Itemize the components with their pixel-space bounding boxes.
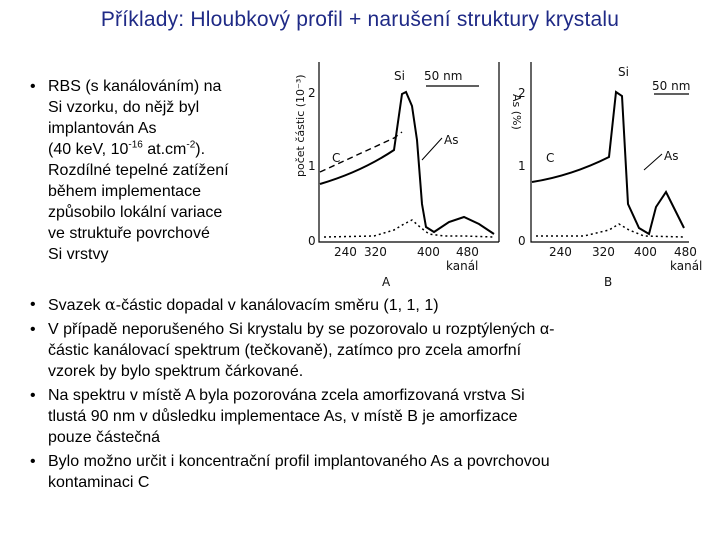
panel-b-xtick-240: 240 xyxy=(549,245,572,259)
panel-b-label: B xyxy=(604,275,613,289)
bullet-undisturbed-line-2: částic kanálovací spektrum (tečkovaně), zatímco pro zcela amorfní xyxy=(48,342,522,359)
bullet-rbs-line-4: Rozdílné tepelné zatížení xyxy=(48,162,229,179)
bullet-spectrum-a-line-2: tlustá 90 nm v důsledku implementace As, v místě B je amorfizace xyxy=(48,408,518,425)
bullet-spectrum-a-line-3: pouze částečná xyxy=(48,429,161,446)
panel-a-ytick-0: 0 xyxy=(308,234,316,248)
panel-b-as-arrow xyxy=(644,154,662,170)
rbs-spectra-figure xyxy=(284,52,704,292)
slide-title: Příklady: Hloubkový profil + narušení struktury krystalu xyxy=(100,8,620,31)
bullet-spectrum-a-line-1: • Na spektru v místě A byla pozorována zcela amorfizovaná vrstva Si xyxy=(48,387,525,404)
bullet-alpha-beam xyxy=(30,294,700,316)
panel-a-xtick-480: 480 xyxy=(456,245,479,259)
panel-a-si-label: Si xyxy=(394,69,405,83)
panel-b-x-axis-label: kanál xyxy=(670,259,703,273)
bullet-list-top xyxy=(30,76,300,268)
alpha-symbol: α xyxy=(104,295,116,314)
bullet-undisturbed-line-1: • V případě neporušeného Si krystalu by se pozorovalo u rozptýlených α- xyxy=(48,321,555,338)
panel-b-dotted-spectrum xyxy=(536,224,684,237)
energy-post: ). xyxy=(195,141,206,158)
panel-a-axes xyxy=(319,62,499,242)
panel-a-y-axis-label: počet částic (10⁻³) xyxy=(294,74,307,177)
alpha-beam-pre: Svazek xyxy=(48,297,105,314)
panel-a-scale-label: 50 nm xyxy=(424,69,463,83)
bullet-list-bottom xyxy=(30,294,700,496)
panel-a-x-axis-label: kanál xyxy=(446,259,479,273)
panel-a-as-arrow xyxy=(422,138,442,160)
panel-a-as-label: As xyxy=(444,133,459,147)
energy-exp2: -2 xyxy=(186,139,196,151)
panel-a-label: A xyxy=(382,275,391,289)
panel-a-xtick-240: 240 xyxy=(334,245,357,259)
alpha-beam-post: -částic dopadal v kanálovacím směru (1, 1, 1) xyxy=(115,297,439,314)
panel-a-c-label: C xyxy=(332,151,341,165)
rbs-spectra-svg xyxy=(284,52,704,292)
bullet-as-profile xyxy=(30,451,700,493)
panel-b-as-label: As xyxy=(664,149,679,163)
energy-exp1: -16 xyxy=(128,139,143,151)
bullet-as-profile-line-2: kontaminaci C xyxy=(48,474,150,491)
panel-b-xtick-320: 320 xyxy=(592,245,615,259)
bullet-undisturbed-line-3: vzorek by bylo spektrum čárkované. xyxy=(48,363,304,380)
bullet-rbs-line-6: způsobilo lokální variace xyxy=(48,204,223,221)
bullet-rbs-line-5: během implementace xyxy=(48,183,201,200)
panel-a-xtick-320: 320 xyxy=(364,245,387,259)
bullet-rbs-line-1: • RBS (s kanálováním) na xyxy=(48,78,222,95)
bullet-rbs-line-2: Si vzorku, do nějž byl xyxy=(48,99,200,116)
bullet-rbs-line-7: ve struktuře povrchové xyxy=(48,225,210,242)
bullet-rbs xyxy=(30,76,300,265)
panel-a-dotted-spectrum xyxy=(324,220,494,237)
panel-a-ytick-1: 1 xyxy=(308,159,316,173)
bullet-rbs-line-3: implantován As xyxy=(48,120,157,137)
bullet-undisturbed-crystal xyxy=(30,319,700,382)
panel-b-spectrum xyxy=(532,92,684,234)
bullet-rbs-energy xyxy=(48,139,300,160)
panel-b-xtick-480: 480 xyxy=(674,245,697,259)
panel-a-spectrum xyxy=(320,92,494,234)
bullet-as-profile-line-1: • Bylo možno určit i koncentrační profil implantovaného As a povrchovou xyxy=(48,453,550,470)
panel-b-c-label: C xyxy=(546,151,555,165)
panel-b-xtick-400: 400 xyxy=(634,245,657,259)
bullet-alpha-beam-text xyxy=(48,294,700,316)
panel-b-y-axis-label: As (%) xyxy=(510,94,523,130)
bullet-spectrum-a xyxy=(30,385,700,448)
panel-b-si-label: Si xyxy=(618,65,629,79)
panel-b-ytick-2: 2 xyxy=(518,86,526,100)
panel-a-xtick-400: 400 xyxy=(417,245,440,259)
energy-pre: (40 keV, 10 xyxy=(48,141,129,158)
panel-b-ytick-1: 1 xyxy=(518,159,526,173)
panel-b-ytick-0: 0 xyxy=(518,234,526,248)
bullet-rbs-line-8: Si vrstvy xyxy=(48,246,109,263)
panel-b-scale-label: 50 nm xyxy=(652,79,691,93)
panel-a-ytick-2: 2 xyxy=(308,86,316,100)
energy-mid: at.cm xyxy=(142,141,187,158)
